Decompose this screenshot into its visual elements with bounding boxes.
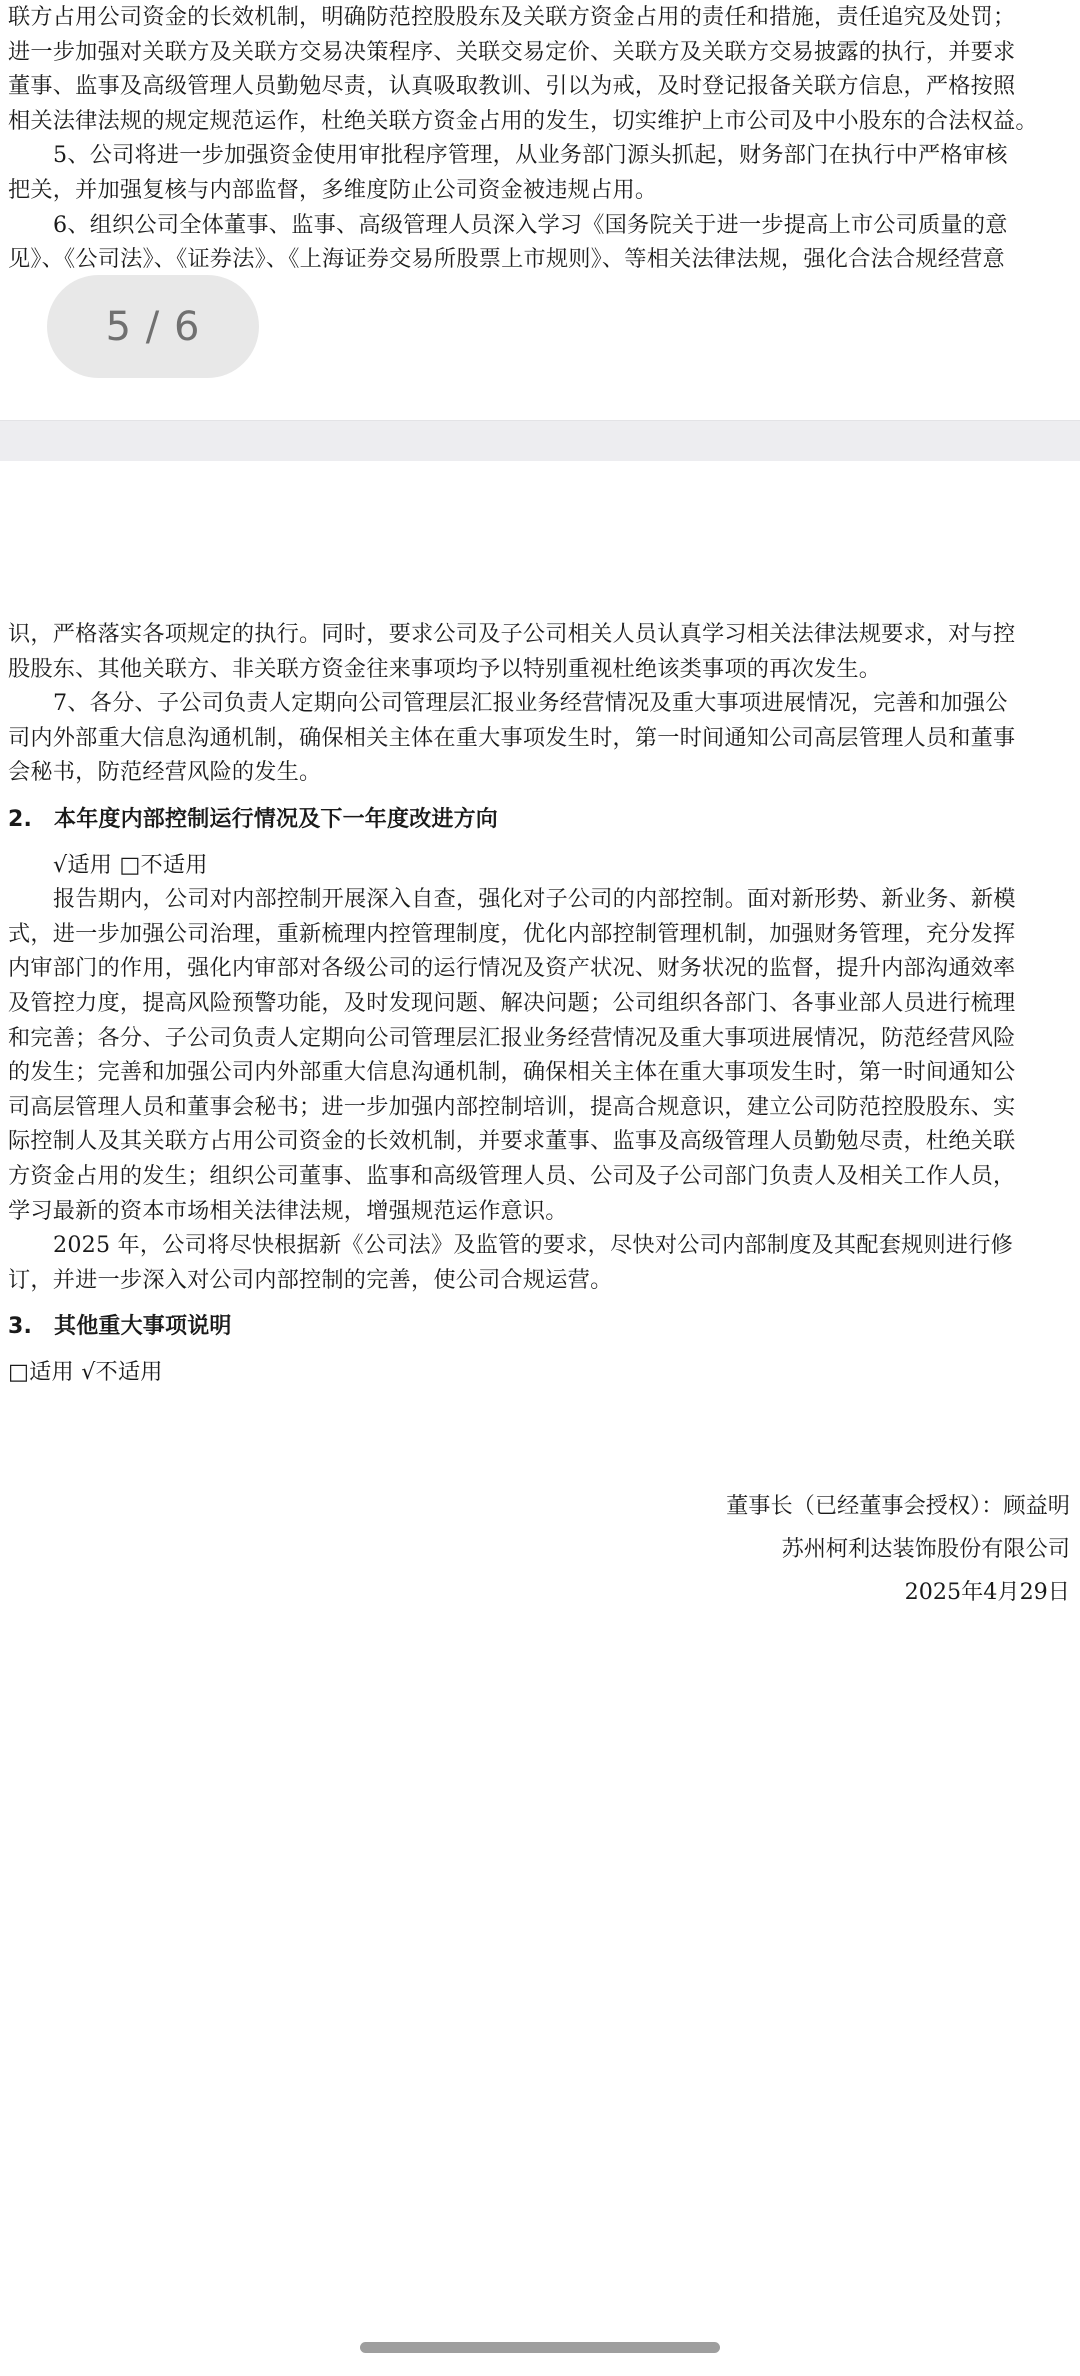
- text-line: 联方占用公司资金的长效机制，明确防范控股股东及关联方资金占用的责任和措施，责任追究及处罚；: [8, 4, 1016, 30]
- applicability-options: □适用 √不适用: [8, 1358, 163, 1385]
- section-heading: [8, 803, 1072, 838]
- page-text-bottom: [8, 617, 1072, 1389]
- signer-line: 董事长（已经董事会授权）：顾益明: [726, 1493, 1070, 1519]
- document-page-top: [0, 0, 1080, 420]
- text-line: 司内外部重大信息沟通机制，确保相关主体在重大事项发生时，第一时间通知公司高层管理人员和董事: [8, 724, 1016, 751]
- signature-block: [726, 1485, 1070, 1614]
- text-line: 把关，并加强复核与内部监督，多维度防止公司资金被违规占用。: [8, 176, 658, 203]
- applicability-options: √适用 □不适用: [53, 851, 208, 878]
- home-indicator-bar[interactable]: [360, 2342, 720, 2353]
- text-line: 进一步加强对关联方及关联方交易决策程序、关联交易定价、关联方及关联方交易披露的执行，并要求: [8, 38, 1016, 65]
- text-line: 董事、监事及高级管理人员勤勉尽责，认真吸取教训、引以为戒，及时登记报备关联方信息，严格按照: [8, 73, 1016, 100]
- text-line: 内审部门的作用，强化内审部对各级公司的运行情况及资产状况、财务状况的监督，提升内部沟通效率: [8, 955, 1016, 982]
- text-line: 和完善；各分、子公司负责人定期向公司管理层汇报业务经营情况及重大事项进展情况，防范经营风险: [8, 1024, 1016, 1051]
- text-line: 相关法律法规的规定规范运作，杜绝关联方资金占用的发生，切实维护上市公司及中小股东的合法权益。: [8, 107, 1038, 134]
- text-line: 股股东、其他关联方、非关联方资金往来事项均予以特别重视杜绝该类事项的再次发生。: [8, 655, 882, 682]
- text-line: 司高层管理人员和董事会秘书；进一步加强内部控制培训，提高合规意识，建立公司防范控股股东、实: [8, 1093, 1016, 1120]
- signature-date: 2025年4月29日: [904, 1579, 1070, 1605]
- text-line: 学习最新的资本市场相关法律法规，增强规范运作意识。: [8, 1197, 568, 1224]
- section-title: 本年度内部控制运行情况及下一年度改进方向: [54, 806, 499, 832]
- text-line: 式，进一步加强公司治理，重新梳理内控管理制度，优化内部控制管理机制，加强财务管理，充分发挥: [8, 920, 1016, 947]
- text-line: 报告期内，公司对内部控制开展深入自查，强化对子公司的内部控制。面对新形势、新业务、新模: [53, 886, 1016, 913]
- text-line: 2025 年，公司将尽快根据新《公司法》及监管的要求，尽快对公司内部制度及其配套规则进行修: [53, 1232, 1014, 1259]
- text-line: 6、组织公司全体董事、监事、高级管理人员深入学习《国务院关于进一步提高上市公司质量的意: [53, 211, 1008, 238]
- text-line: 际控制人及其关联方占用公司资金的长效机制，并要求董事、监事及高级管理人员勤勉尽责，杜绝关联: [8, 1128, 1016, 1155]
- page-indicator: 5 / 6: [47, 275, 259, 378]
- text-line: 7、各分、子公司负责人定期向公司管理层汇报业务经营情况及重大事项进展情况，完善和加强公: [53, 690, 1008, 717]
- section-title: 其他重大事项说明: [54, 1314, 232, 1340]
- text-line: 5、公司将进一步加强资金使用审批程序管理，从业务部门源头抓起，财务部门在执行中严格审核: [53, 142, 1008, 169]
- page-separator: [0, 420, 1080, 461]
- text-line: 方资金占用的发生；组织公司董事、监事和高级管理人员、公司及子公司部门负责人及相关工作人员，: [8, 1162, 1016, 1189]
- company-name: 苏州柯利达装饰股份有限公司: [781, 1536, 1070, 1562]
- section-number: 2.: [8, 806, 33, 832]
- text-line: 见》、《公司法》、《证券法》、《上海证券交易所股票上市规则》、等相关法律法规，强化合法合规经营意: [8, 246, 1005, 273]
- text-line: 识，严格落实各项规定的执行。同时，要求公司及子公司相关人员认真学习相关法律法规要求，对与控: [8, 621, 1016, 647]
- section-heading: [8, 1310, 1072, 1345]
- text-line: 会秘书，防范经营风险的发生。: [8, 759, 322, 786]
- section-number: 3.: [8, 1314, 33, 1340]
- text-line: 及管控力度，提高风险预警功能，及时发现问题、解决问题；公司组织各部门、各事业部人员进行梳理: [8, 989, 1016, 1016]
- text-line: 订，并进一步深入对公司内部控制的完善，使公司合规运营。: [8, 1266, 613, 1293]
- page-text-top: [8, 0, 1072, 277]
- text-line: 的发生；完善和加强公司内外部重大信息沟通机制，确保相关主体在重大事项发生时，第一时间通知公: [8, 1059, 1016, 1086]
